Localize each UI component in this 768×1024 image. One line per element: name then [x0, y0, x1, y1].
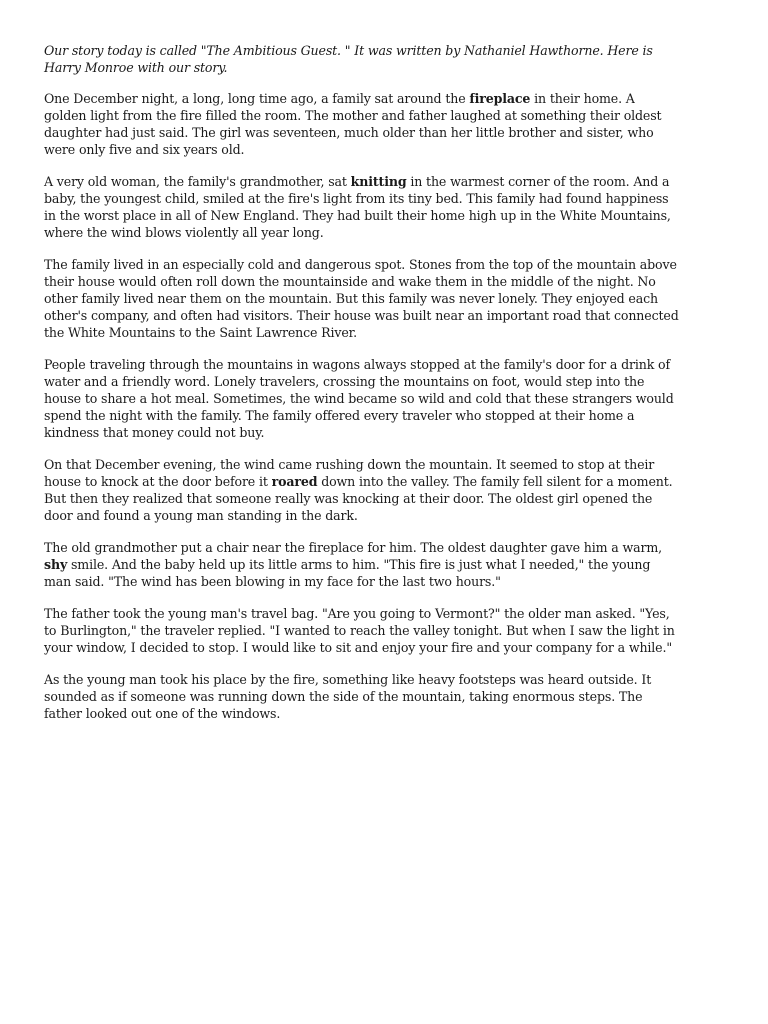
- vocabulary-word: knitting: [350, 174, 407, 189]
- paragraph-text: in their home. A golden light from the fire filled the room. The mother and father laughed at something their oldest daughter had just said. The girl was seventeen, much older than her little brother and sister, who were only five and six years old.: [44, 91, 662, 157]
- paragraph-text: The old grandmother put a chair near the fireplace for him. The oldest daughter gave him a warm,: [44, 540, 662, 555]
- story-paragraph: [44, 605, 680, 656]
- story-paragraph: [44, 256, 680, 341]
- paragraph-text: down into the valley. The family fell silent for a moment. But then they realized that someone really was knocking at their door. The oldest girl opened the door and found a young man standing in the dark.: [44, 474, 673, 523]
- paragraph-text: As the young man took his place by the fire, something like heavy footsteps was heard outside. It sounded as if someone was running down the side of the mountain, taking enormous steps. The father looked out one of the windows.: [44, 672, 652, 721]
- paragraph-text: smile. And the baby held up its little arms to him. "This fire is just what I needed," the young man said. "The wind has been blowing in my face for the last two hours.": [44, 557, 651, 589]
- document-page: [44, 42, 680, 737]
- story-intro: Our story today is called "The Ambitious Guest. " It was written by Nathaniel Hawthorne. Here is Harry Monroe with our story.: [44, 43, 653, 75]
- vocabulary-word: roared: [271, 474, 318, 489]
- paragraph-text: On that December evening, the wind came rushing down the mountain. It seemed to stop at their house to knock at the door before it: [44, 457, 655, 489]
- paragraph-text: One December night, a long, long time ago, a family sat around the: [44, 91, 470, 106]
- story-paragraph: [44, 539, 680, 590]
- story-paragraph: [44, 456, 680, 524]
- story-paragraph: [44, 356, 680, 441]
- vocabulary-word: fireplace: [469, 91, 531, 106]
- paragraph-text: The family lived in an especially cold and dangerous spot. Stones from the top of the mountain above their house would often roll down the mountainside and wake them in the middle of the night. No other family lived near them on the mountain. But this family was never lonely. They enjoyed each other's company, and often had visitors. Their house was built near an important road that connected the White Mountains to the Saint Lawrence River.: [44, 257, 679, 340]
- story-paragraph: [44, 90, 680, 158]
- vocabulary-word: shy: [44, 557, 68, 572]
- story-body: [44, 90, 680, 722]
- story-paragraph: [44, 671, 680, 722]
- paragraph-text: The father took the young man's travel bag. "Are you going to Vermont?" the older man asked. "Yes, to Burlington," the traveler replied. "I wanted to reach the valley tonight. But when I saw the light in your window, I decided to stop. I would like to sit and enjoy your fire and your company for a while.": [44, 606, 675, 655]
- paragraph-text: People traveling through the mountains in wagons always stopped at the family's door for a drink of water and a friendly word. Lonely travelers, crossing the mountains on foot, would step into the house to share a hot meal. Sometimes, the wind became so wild and cold that these strangers would spend the night with the family. The family offered every traveler who stopped at their home a kindness that money could not buy.: [44, 357, 674, 440]
- paragraph-text: in the warmest corner of the room. And a baby, the youngest child, smiled at the fire's light from its tiny bed. This family had found happiness in the worst place in all of New England. They had built their home high up in the White Mountains, where the wind blows violently all year long.: [44, 174, 671, 240]
- paragraph-text: A very old woman, the family's grandmother, sat: [44, 174, 351, 189]
- story-paragraph: [44, 173, 680, 241]
